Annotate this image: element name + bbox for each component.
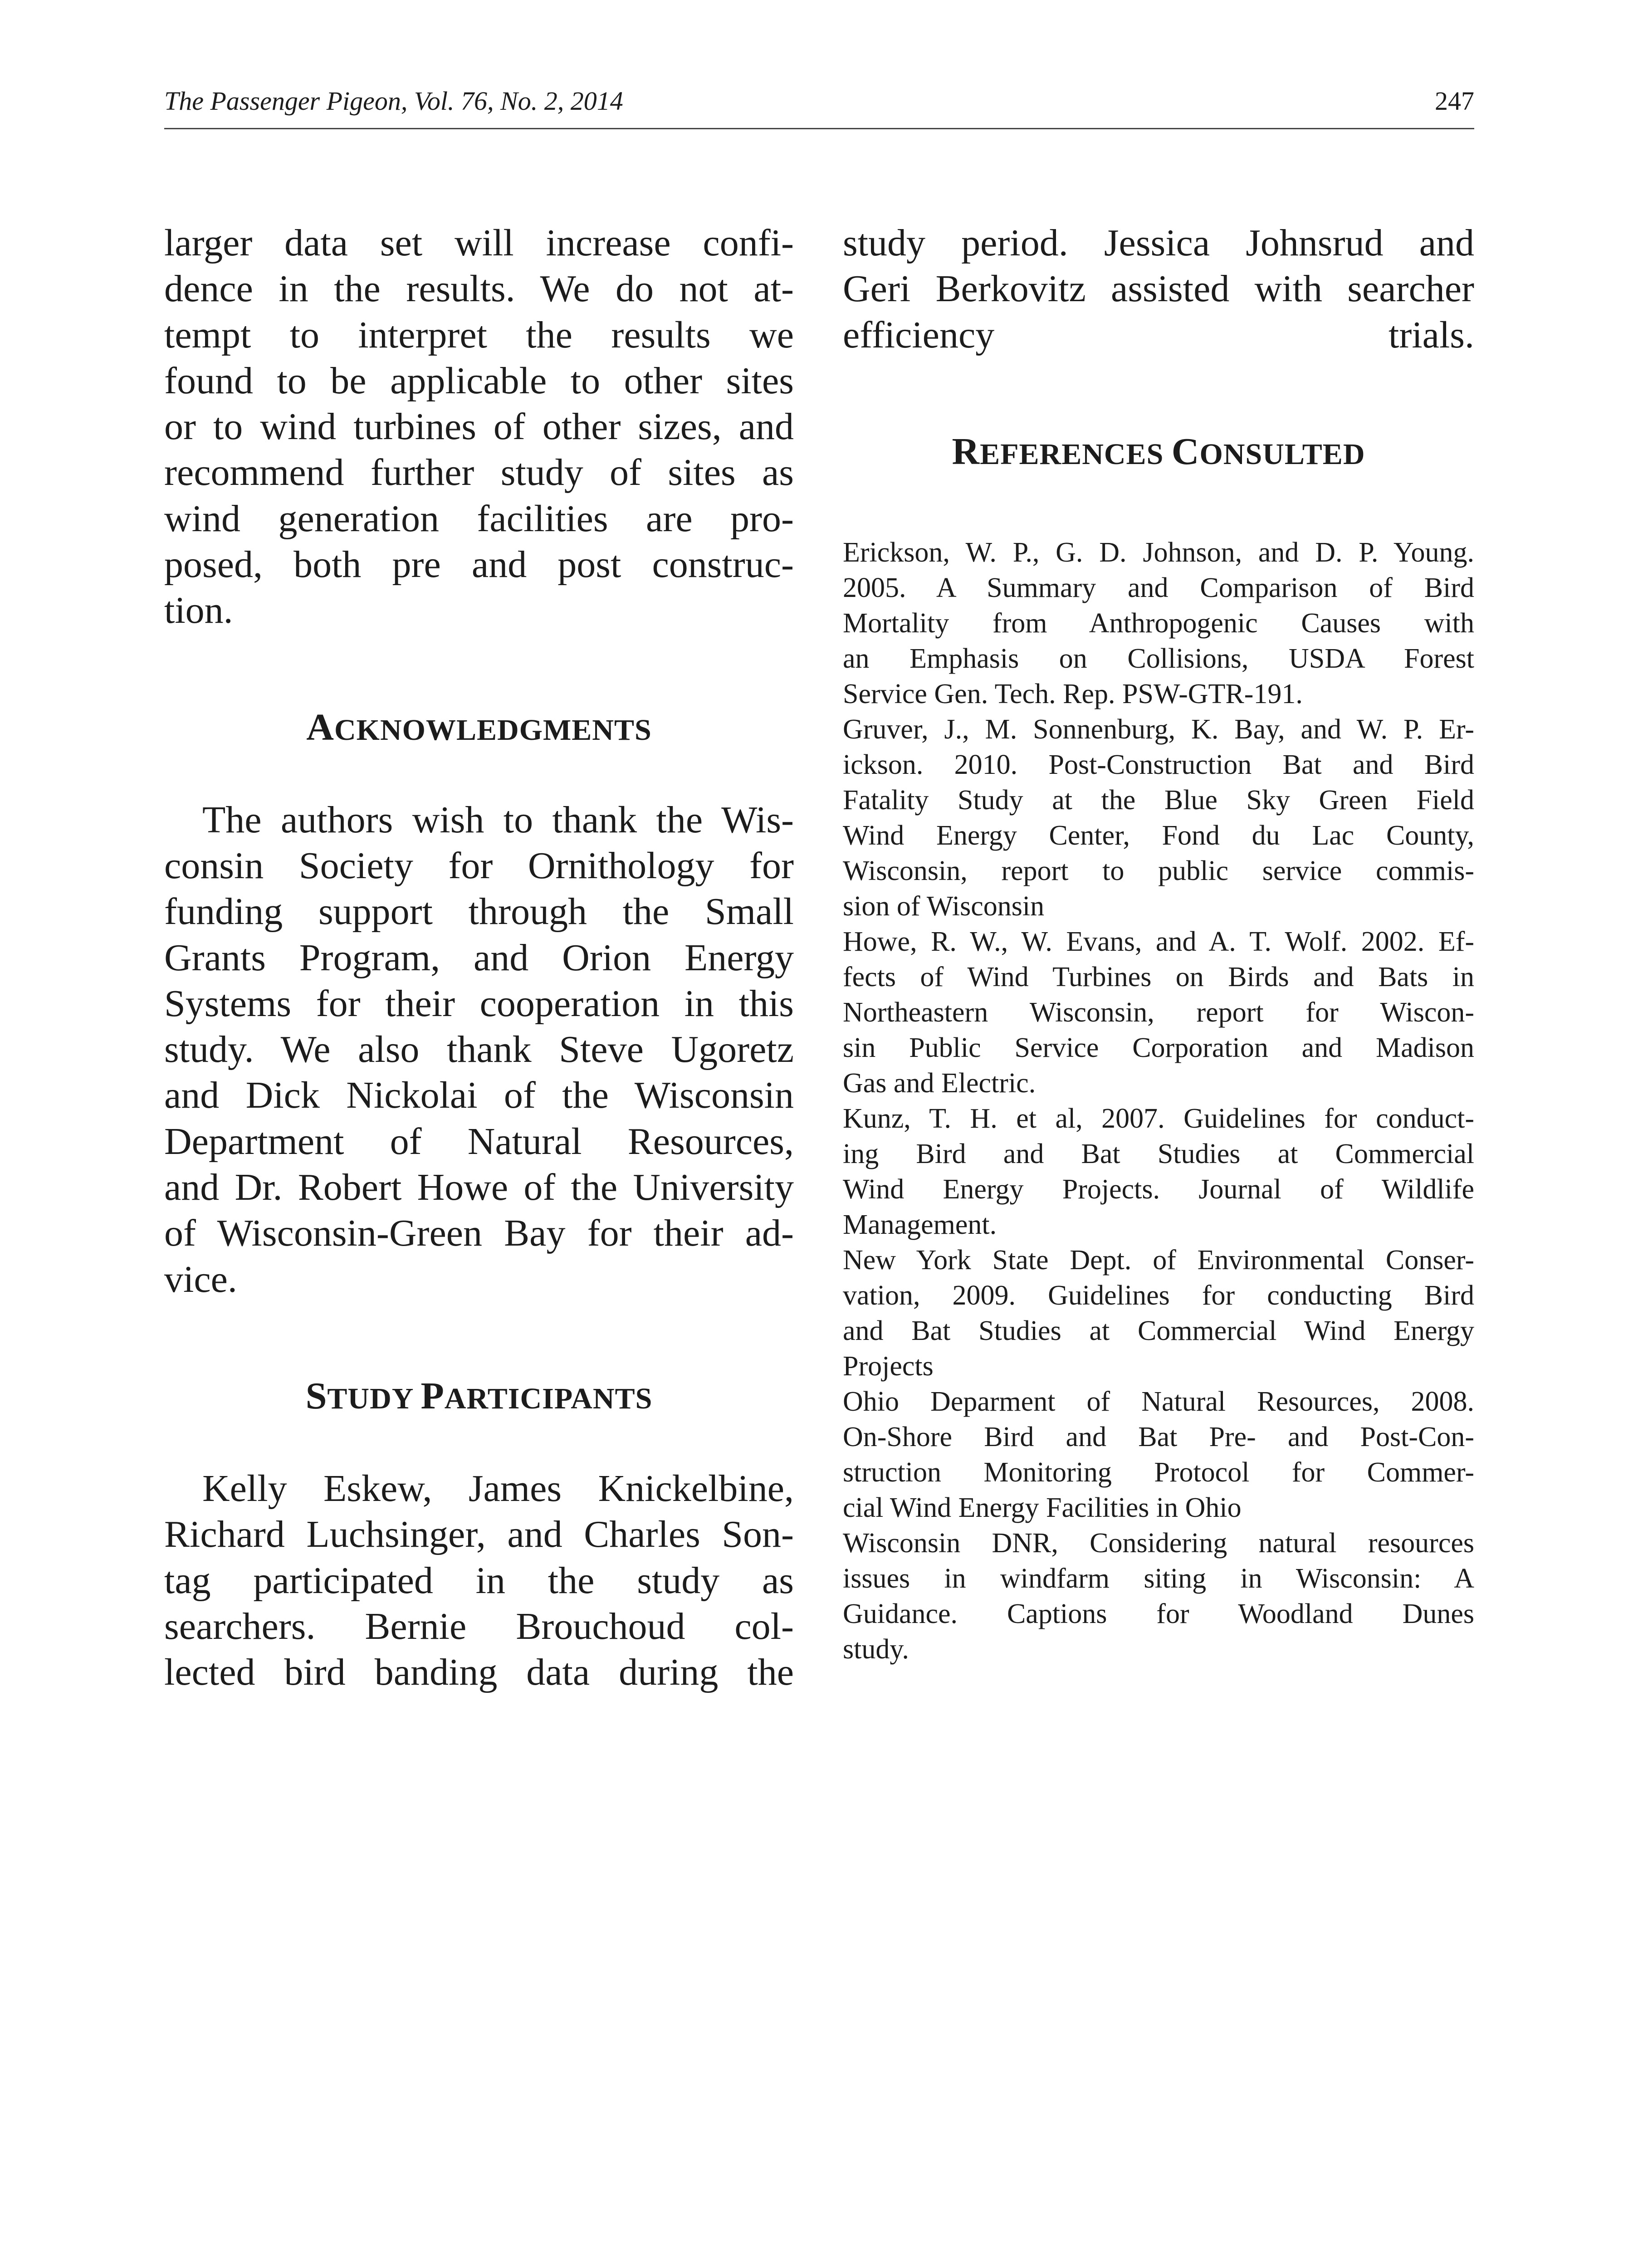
reference-item: Gruver, J., M. Sonnenburg, K. Bay, and W. P. Er- ickson. 2010. Post-Construction Bat and Bird Fatality Study at the Blue Sky Green Field Wind Energy Center, Fond du Lac County, Wisconsin, report to public service commis- sion of Wisconsin xyxy=(843,714,1474,922)
text-line: dence in the results. We do not at- xyxy=(164,268,794,310)
study-participants-heading: STUDY PARTICIPANTS xyxy=(305,1374,653,1417)
text-line: Systems for their cooperation in this xyxy=(164,982,794,1025)
text-line: The authors wish to thank the Wis- xyxy=(202,798,794,841)
text-line: tempt to interpret the results we xyxy=(164,313,794,356)
text-line: recommend further study of sites as xyxy=(164,451,794,494)
text-line: larger data set will increase confi- xyxy=(164,222,794,264)
text-line: study period. Jessica Johnsrud and xyxy=(843,222,1474,264)
text-line: found to be applicable to other sites xyxy=(164,359,794,402)
right-column xyxy=(843,220,1474,1667)
text-line: Kelly Eskew, James Knickelbine, xyxy=(202,1467,794,1510)
text-line: and Dick Nickolai of the Wisconsin xyxy=(164,1074,794,1117)
text-line: Department of Natural Resources, xyxy=(164,1120,794,1163)
reference-item: Howe, R. W., W. Evans, and A. T. Wolf. 2002. Ef- fects of Wind Turbines on Birds and Bats in Northeastern Wisconsin, report for Wiscon- sin Public Service Corporation and Madison Gas and Electric. xyxy=(843,926,1474,1099)
text-line: or to wind turbines of other sizes, and xyxy=(164,406,794,448)
text-line: efficiency trials. xyxy=(843,313,1474,356)
left-column xyxy=(164,220,794,1695)
text-line: tion. xyxy=(164,589,233,632)
page-number: 247 xyxy=(1435,86,1474,116)
references-heading: REFERENCES CONSULTED xyxy=(952,430,1365,473)
reference-list xyxy=(843,535,1474,1667)
text-line: Grants Program, and Orion Energy xyxy=(164,936,794,979)
journal-citation: The Passenger Pigeon, Vol. 76, No. 2, 2014 xyxy=(164,86,623,116)
text-line: posed, both pre and post construc- xyxy=(164,543,794,586)
paragraph-acknowledgments xyxy=(164,797,794,1302)
reference-item: Ohio Deparment of Natural Resources, 2008. On-Shore Bird and Bat Pre- and Post-Con- struction Monitoring Protocol for Commer- cial Wind Energy Facilities in Ohio xyxy=(843,1386,1474,1523)
text-line: and Dr. Robert Howe of the University xyxy=(164,1166,794,1209)
paragraph-conclusion xyxy=(164,220,794,634)
text-line: Geri Berkovitz assisted with searcher xyxy=(843,268,1474,310)
reference-item: Erickson, W. P., G. D. Johnson, and D. P. Young. 2005. A Summary and Comparison of Bird Mortality from Anthropogenic Causes with an Emphasis on Collisions, USDA Forest Service Gen. Tech. Rep. PSW-GTR-191. xyxy=(843,537,1474,709)
text-line: of Wisconsin-Green Bay for their ad- xyxy=(164,1212,794,1255)
header-rule xyxy=(164,128,1474,129)
paragraph-participants-continued xyxy=(843,220,1474,358)
acknowledgments-heading: ACKNOWLEDGMENTS xyxy=(306,706,652,748)
text-line: vice. xyxy=(164,1258,237,1300)
text-line: Richard Luchsinger, and Charles Son- xyxy=(164,1513,794,1556)
text-line: wind generation facilities are pro- xyxy=(164,497,794,540)
reference-item: New York State Dept. of Environmental Conser- vation, 2009. Guidelines for conducting Bird and Bat Studies at Commercial Wind Energy Projects xyxy=(843,1244,1474,1382)
text-line: consin Society for Ornithology for xyxy=(164,844,794,887)
reference-item: Kunz, T. H. et al, 2007. Guidelines for conduct- ing Bird and Bat Studies at Commercial Wind Energy Projects. Journal of Wildlife Management. xyxy=(843,1103,1474,1240)
running-header xyxy=(164,85,1474,131)
text-line: lected bird banding data during the xyxy=(164,1651,794,1694)
text-line: funding support through the Small xyxy=(164,890,794,933)
reference-item: Wisconsin DNR, Considering natural resources issues in windfarm siting in Wisconsin: A Guidance. Captions for Woodland Dunes study. xyxy=(843,1527,1474,1665)
text-line: tag participated in the study as xyxy=(164,1559,794,1602)
text-line: study. We also thank Steve Ugoretz xyxy=(164,1028,794,1071)
text-line: searchers. Bernie Brouchoud col- xyxy=(164,1605,794,1647)
paragraph-participants xyxy=(164,1466,794,1695)
